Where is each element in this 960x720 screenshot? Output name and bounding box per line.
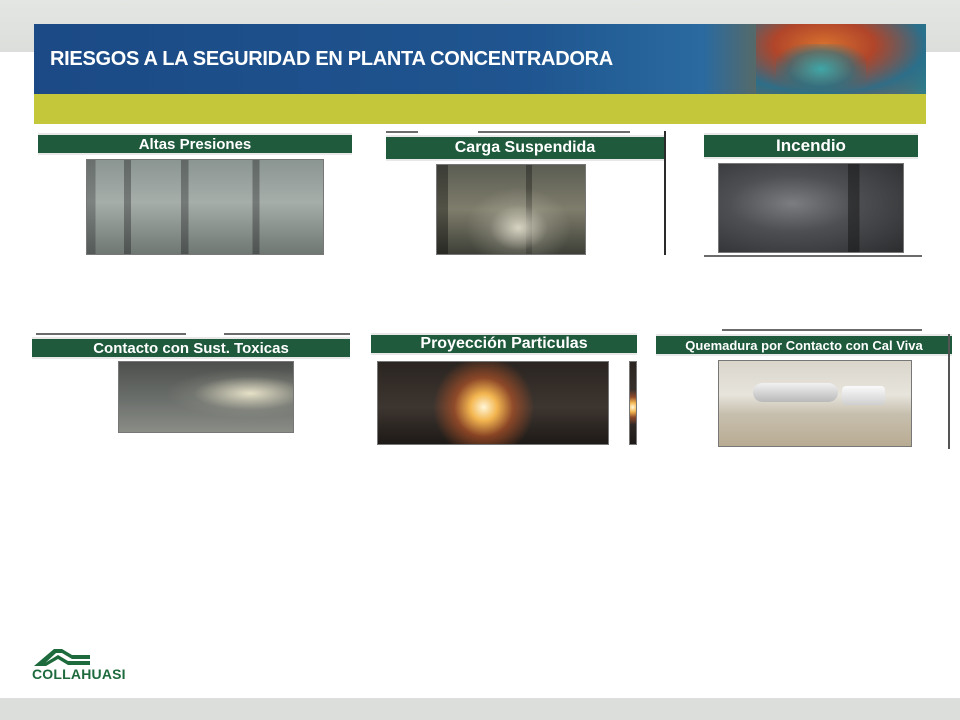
truck-cab xyxy=(842,386,885,405)
card-top-rule xyxy=(36,333,186,335)
card-top-rule xyxy=(478,131,630,133)
card-divider-line xyxy=(948,334,950,449)
hazard-label: Proyección Particulas xyxy=(371,333,637,355)
hazard-card-particle-projection xyxy=(371,333,639,447)
hazard-photo-suspended-load xyxy=(436,164,586,255)
card-top-rule xyxy=(224,333,350,335)
tanker-trailer xyxy=(753,383,838,402)
card-bottom-rule xyxy=(704,255,922,257)
title-banner xyxy=(34,24,926,94)
title-accent-band xyxy=(34,94,926,124)
hazard-label: Quemadura por Contacto con Cal Viva xyxy=(656,334,952,356)
hazard-card-suspended-load xyxy=(386,131,668,257)
hazard-card-high-pressure xyxy=(38,133,354,257)
hazard-label: Incendio xyxy=(704,133,918,159)
slide-title: RIESGOS A LA SEGURIDAD EN PLANTA CONCENTRADORA xyxy=(50,48,613,70)
card-divider-line xyxy=(664,131,666,255)
hazard-label: Altas Presiones xyxy=(38,133,352,155)
card-top-rule xyxy=(722,329,922,331)
mountain-logo-icon xyxy=(32,645,92,667)
hazard-photo-fire xyxy=(718,163,904,253)
hazard-label: Contacto con Sust. Toxicas xyxy=(32,337,350,359)
logo-wordmark: COLLAHUASI xyxy=(32,666,126,682)
hazard-card-quicklime-burn xyxy=(656,329,952,449)
bottom-decor-strip xyxy=(0,698,960,720)
hazard-card-toxic-substances xyxy=(32,333,352,435)
hazard-photo-particle-projection xyxy=(377,361,609,445)
hazard-photo-quicklime-burn xyxy=(718,360,912,447)
hazard-card-fire xyxy=(704,133,922,257)
hazard-photo-particle-projection-edge xyxy=(629,361,637,445)
company-logo xyxy=(32,645,162,683)
banner-mineral-highlight xyxy=(776,44,866,94)
hazard-photo-high-pressure xyxy=(86,159,324,255)
hazard-photo-toxic-substances xyxy=(118,361,294,433)
card-top-rule xyxy=(386,131,418,133)
hazard-label: Carga Suspendida xyxy=(386,135,664,161)
